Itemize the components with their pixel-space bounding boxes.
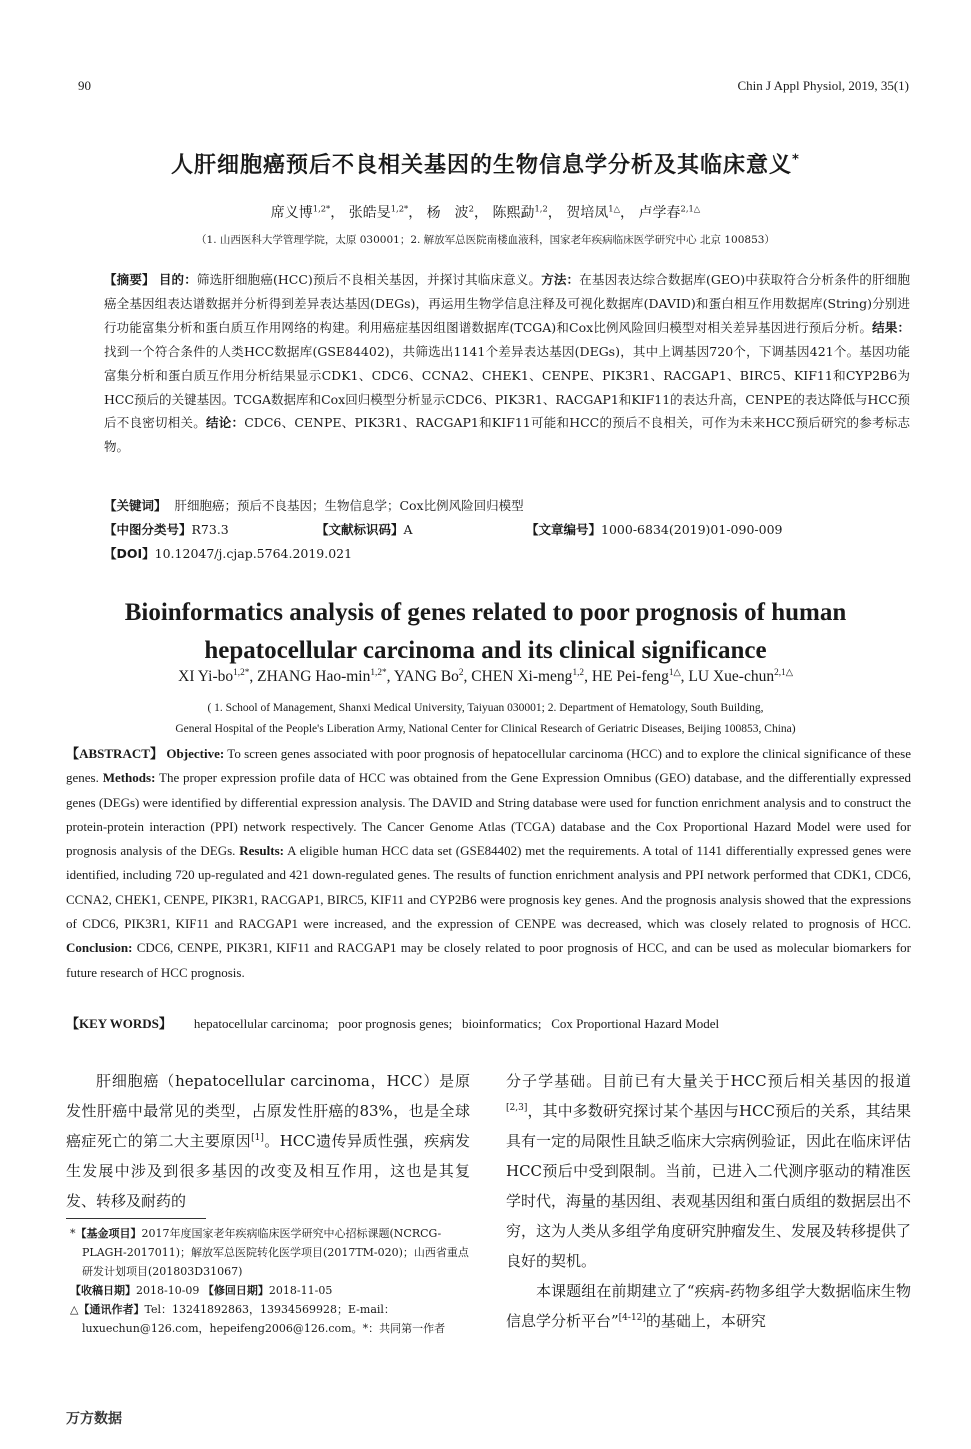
english-authors: XI $Yi-bo^{1,2*}$, ZHANG Hao-$\min^{1,2*}$, YANG Bo$^2$, CHEN Xi-meng$^{1,2}$, HE Pei-feng$^{1\triangle}$, LU Xue-chun$^{2,1\triangle}$: [178, 667, 793, 685]
keywords-text: hepatocellular carcinoma; poor prognosis genes; bioinformatics; Cox Proportional Hazard Model: [193, 1016, 720, 1031]
doc-code-value: A: [403, 522, 413, 537]
body-left-column: [66, 1066, 470, 1216]
results-text: A eligible human HCC data set (GSE84402) met the requirements. A total of 1141 differentially expressed genes were identified, including 720 up-regulated and 421 down-regulated genes. The results of function enrichment analysis and PPI network performed that CDK1, CDC6, CCNA2, CHEK1, CENPE, PIK3R1, RACGAP1, BIRC5, KIF11 and CYP2B6 were prognosis key genes. And the prognosis analysis showed that the expressions of CDC6, PIK3R1, KIF11 and RACGAP1 were increased, and the expression of CENPE was decreased, which was closely related to prognosis of HCC.: [66, 843, 911, 932]
doc-code-label: 【文献标识码】: [316, 522, 404, 537]
conclusion-label: 结论：: [205, 415, 245, 431]
objective-text: To screen genes associated with poor prognosis of hepatocellular carcinoma (HCC) and to explore the clinical significance of these genes.: [66, 746, 912, 786]
author: CHEN Xi-meng$^{1,2}$: [471, 667, 585, 685]
chinese-title: [0, 148, 971, 179]
author: XI $Yi-bo^{1,2*}$: [178, 667, 250, 685]
chinese-authors: 席义博$^{1,2*}$， 张皓旻$^{1,2*}$， 杨 波$^2$， 陈熙勐$^{1,2}$， 贺培凤$^{1\triangle}$， 卢学春$^{2,1\triangle}$: [270, 203, 701, 221]
title-footnote-mark: *: [792, 152, 800, 168]
abstract-label: 【摘要】: [104, 272, 155, 287]
results-label: Results:: [239, 843, 284, 859]
watermark: 万方数据: [66, 1411, 122, 1427]
author: 陈熙勐$^{1,2}$: [492, 203, 548, 221]
reference-mark: [1]: [251, 1133, 264, 1143]
body-right-column: [506, 1066, 911, 1336]
author: 贺培凤$^{1\triangle}$: [566, 203, 621, 221]
author: 席义博$^{1,2*}$: [270, 203, 331, 221]
english-abstract: [66, 742, 911, 985]
funding-note: *【基金项目】2017年度国家老年疾病临床医学研究中心招标课题(NCRCG-PLAGH-2017011)；解放军总医院转化医学项目(2017TM-020)；山西省重点研发计划项目(201803D31067): [70, 1227, 469, 1278]
doi-label: 【DOI】: [104, 546, 155, 561]
body-paragraph: 分子学基础。目前已有大量关于HCC预后相关基因的报道[2,3]，其中多数研究探讨某个基因与HCC预后的关系，其结果具有一定的局限性且缺乏临床大宗病例验证，因此在临床评估HCC预后中受到限制。当前，已进入二代测序驱动的精准医学时代，海量的基因组、表观基因组和蛋白质组的数据层出不穷，这为人类从多组学角度研究肿瘤发生、发展及转移提供了良好的契机。: [506, 1072, 912, 1270]
footnotes: [66, 1224, 476, 1338]
chinese-affiliation: （1. 山西医科大学管理学院，太原 030001；2. 解放军总医院南楼血液科，国家老年疾病临床医学研究中心 北京 100853）: [196, 234, 775, 246]
objective-text: 筛选肝细胞癌(HCC)预后不良相关基因，并探讨其临床意义。: [196, 272, 542, 287]
english-title: [0, 594, 971, 670]
objective-label: Objective:: [166, 746, 225, 761]
conclusion-label: Conclusion:: [66, 940, 133, 956]
chinese-title-text: 人肝细胞癌预后不良相关基因的生物信息学分析及其临床意义: [171, 153, 793, 178]
article-number-value: 1000-6834(2019)01-090-009: [601, 522, 783, 537]
reference-mark: [4-12]: [618, 1313, 646, 1323]
affiliation-line: General Hospital of the People's Liberation Army, National Center for Clinical Research of Geriatric Diseases, Beijing 100853, China): [175, 723, 796, 735]
clc-value: R73.3: [191, 522, 229, 537]
page-number: 90: [78, 78, 91, 93]
correspondence-note: △【通讯作者】Tel：13241892863，13934569928；E-mail：luxuechun@126.com，hepeifeng2006@126.com。*：共同第一作者: [70, 1303, 446, 1335]
keywords-text: 肝细胞癌；预后不良基因；生物信息学；Cox比例风险回归模型: [174, 498, 524, 513]
author: HE Pei-feng$^{1\triangle}$: [591, 667, 681, 685]
methods-label: Methods:: [102, 770, 156, 786]
author: ZHANG Hao-$\min^{1,2*}$: [257, 667, 387, 685]
results-text: 找到一个符合条件的人类HCC数据库(GSE84402)，共筛选出1141个差异表达基因(DEGs)，其中上调基因720个，下调基因421个。基因功能富集分析和蛋白质互作用分析结果显示CDK1、CDC6、CCNA2、CHEK1、CENPE、PIK3R1、RACGAP1、BIRC5、KIF11和CYP2B6为HCC预后的关键基因。TCGA数据库和Cox回归模型分析显示CDC6、PIK3R1、RACGAP1和KIF11的表达升高，CENPE的表达降低与HCC预后不良密切相关。: [104, 343, 910, 431]
chinese-abstract: [104, 268, 910, 459]
methods-text: 在基因表达综合数据库(GEO)中获取符合分析条件的肝细胞癌全基因组表达谱数据并分析得到差异表达基因(DEGs)，再运用生物学信息注释及可视化数据库(DAVID)和蛋白相互作用数据库(String)分别进行功能富集分析和蛋白质互作用网络的构建。利用癌症基因组图谱数据库(TCGA)和Cox比例风险回归模型对相关差异基因进行预后分析。: [104, 272, 910, 335]
keywords-label: 【关键词】: [104, 498, 167, 513]
conclusion-text: CDC6、CENPE、PIK3R1、RACGAP1和KIF11可能和HCC的预后不良相关，可作为未来HCC预后研究的参考标志物。: [104, 415, 910, 455]
methods-text: The proper expression profile data of HCC was obtained from the Gene Expression Omnibus (GEO) database, and the differentially expressed genes (DEGs) were identified by differential expression analysis. The DAVID and String database were used for function enrichment analysis and to construct the protein-protein interaction (PPI) network respectively. The Cancer Genome Atlas (TCGA) database and the Cox Proportional Hazard Model were used for prognosis analysis of the DEGs.: [66, 770, 912, 859]
author: YANG Bo$^2$: [393, 667, 464, 685]
english-affiliation: [60, 698, 911, 740]
affiliation-line: ( 1. School of Management, Shanxi Medical University, Taiyuan 030001; 2. Department of Hematology, South Building,: [207, 702, 764, 714]
methods-label: 方法：: [541, 272, 580, 287]
keywords-label: 【KEY WORDS】: [66, 1016, 172, 1031]
body-paragraph: 本课题组在前期建立了“疾病-药物多组学大数据临床生物信息学分析平台”[4-12]的基础上，本研究: [506, 1282, 911, 1330]
author: 卢学春$^{2,1\triangle}$: [638, 203, 701, 221]
abstract-label: 【ABSTRACT】: [66, 746, 164, 761]
objective-label: 目的：: [158, 272, 197, 287]
classification-line: [104, 520, 910, 538]
author: LU Xue-chun$^{2,1\triangle}$: [688, 667, 793, 685]
author: 张皓旻$^{1,2*}$: [348, 203, 409, 221]
conclusion-text: CDC6, CENPE, PIK3R1, KIF11 and RACGAP1 may be closely related to poor prognosis of HCC, and can be used as molecular biomarkers for future research of HCC prognosis.: [66, 940, 911, 980]
footnote-divider: [66, 1218, 206, 1219]
journal-citation: Chin J Appl Physiol, 2019, 35(1): [737, 78, 909, 93]
author: 杨 波$^2$: [426, 203, 475, 221]
dates-note: 【收稿日期】2018-10-09 【修回日期】2018-11-05: [70, 1284, 333, 1297]
chinese-keywords: [104, 496, 524, 514]
reference-mark: [2,3]: [506, 1103, 528, 1113]
english-title-line: Bioinformatics analysis of genes related to poor prognosis of human: [124, 599, 847, 626]
article-number-label: 【文章编号】: [526, 522, 602, 537]
english-title-line: hepatocellular carcinoma and its clinical significance: [204, 637, 767, 664]
clc-label: 【中图分类号】: [104, 522, 192, 537]
results-label: 结果：: [872, 319, 910, 335]
doi-value: 10.12047/j.cjap.5764.2019.021: [154, 546, 353, 561]
body-paragraph-cont: 。HCC遗传异质性强，疾病发生发展中涉及到很多基因的改变及相互作用，这也是其复发、转移及耐药的: [66, 1132, 470, 1210]
body-paragraph: 肝细胞癌（hepatocellular carcinoma，HCC）是原发性肝癌中最常见的类型，占原发性肝癌的83%，也是全球癌症死亡的第二大主要原因: [66, 1072, 470, 1150]
doi-line: [104, 544, 352, 562]
english-keywords: [66, 1013, 911, 1032]
